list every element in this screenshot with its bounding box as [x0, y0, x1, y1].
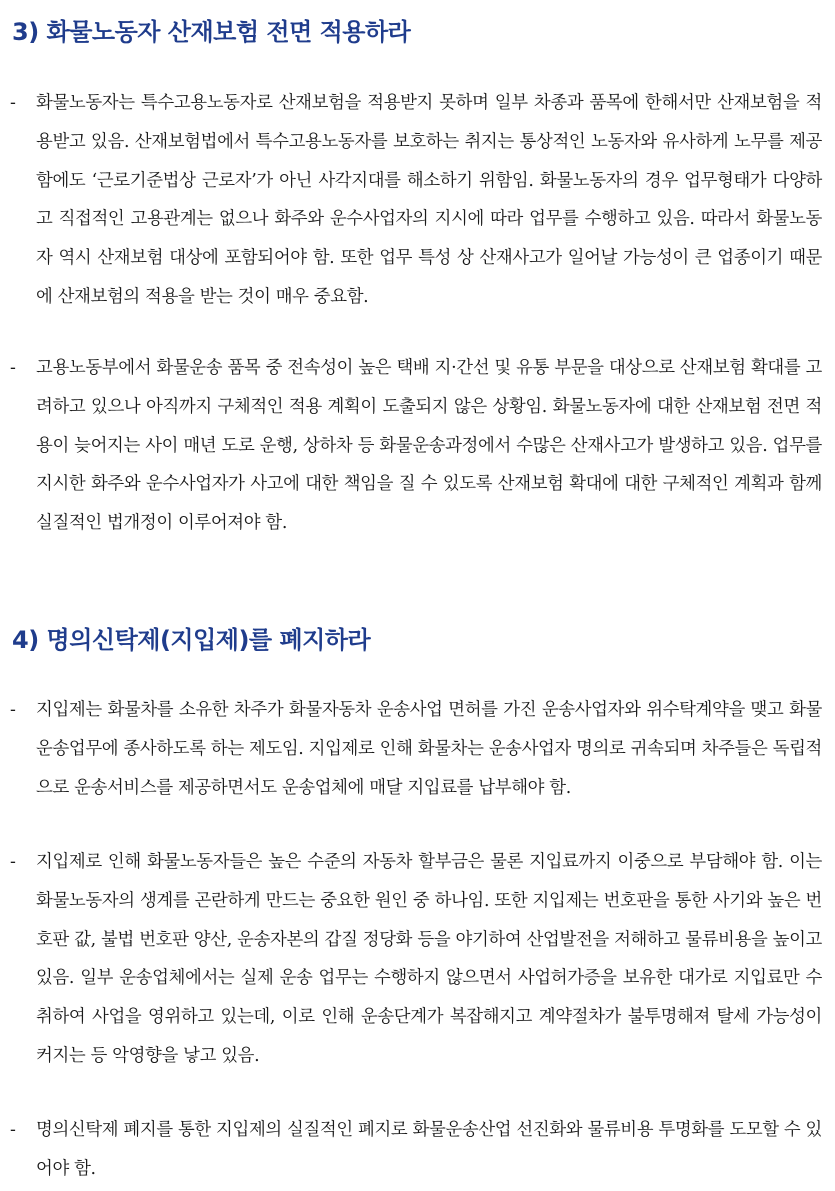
bullet-text: 명의신탁제 폐지를 통한 지입제의 실질적인 폐지로 화물운송산업 선진화와 물류비용 투명화를 도모할 수 있어야 함. — [36, 1120, 822, 1179]
section-3-bullet-1 — [10, 84, 822, 317]
bullet-text: 고용노동부에서 화물운송 품목 중 전속성이 높은 택배 지·간선 및 유통 부문을 대상으로 산재보험 확대를 고려하고 있으나 아직까지 구체적인 적용 계획이 도출되지 않은 상황임. 화물노동자에 대한 산재보험 전면 적용이 늦어지는 사이 매년 도로 운행, 상하차 등 화물운송과정에서 수많은 산재사고가 발생하고 있음. 업무를 지시한 화주와 운수사업자가 사고에 대한 책임을 질 수 있도록 산재보험 확대에 대한 구체적인 계획과 함께 실질적인 법개정이 이루어져야 함. — [36, 358, 822, 534]
bullet-text: 지입제로 인해 화물노동자들은 높은 수준의 자동차 할부금은 물론 지입료까지 이중으로 부담해야 함. 이는 화물노동자의 생계를 곤란하게 만드는 중요한 원인 중 하나임. 또한 지입제는 번호판을 통한 사기와 높은 번호판 값, 불법 번호판 양산, 운송자본의 갑질 정당화 등을 야기하여 산업발전을 저해하고 물류비용을 높이고 있음. 일부 운송업체에서는 실제 운송 업무는 수행하지 않으면서 사업허가증을 보유한 대가로 지입료만 수취하여 사업을 영위하고 있는데, 이로 인해 운송단계가 복잡해지고 계약절차가 불투명해져 탈세 가능성이 커지는 등 악영향을 낳고 있음. — [36, 852, 822, 1066]
bullet-marker: - — [10, 93, 16, 113]
bullet-marker: - — [10, 1120, 16, 1140]
section-4-bullet-1 — [10, 691, 822, 807]
section-3-heading: 3) 화물노동자 산재보험 전면 적용하라 — [12, 18, 411, 46]
bullet-marker: - — [10, 358, 16, 378]
section-4-bullet-3 — [10, 1111, 822, 1189]
bullet-marker: - — [10, 700, 16, 720]
bullet-marker: - — [10, 852, 16, 872]
bullet-text: 지입제는 화물차를 소유한 차주가 화물자동차 운송사업 면허를 가진 운송사업자와 위수탁계약을 맺고 화물운송업무에 종사하도록 하는 제도임. 지입제로 인해 화물차는 운송사업자 명의로 귀속되며 차주들은 독립적으로 운송서비스를 제공하면서도 운송업체에 매달 지입료를 납부해야 함. — [36, 700, 822, 798]
section-4-bullet-2 — [10, 843, 822, 1076]
bullet-text: 화물노동자는 특수고용노동자로 산재보험을 적용받지 못하며 일부 차종과 품목에 한해서만 산재보험을 적용받고 있음. 산재보험법에서 특수고용노동자를 보호하는 취지는 통상적인 노동자와 유사하게 노무를 제공함에도 ‘근로기준법상 근로자’가 아닌 사각지대를 해소하기 위함임. 화물노동자의 경우 업무형태가 다양하고 직접적인 고용관계는 없으나 화주와 운수사업자의 지시에 따라 업무를 수행하고 있음. 따라서 화물노동자 역시 산재보험 대상에 포함되어야 함. 또한 업무 특성 상 산재사고가 일어날 가능성이 큰 업종이기 때문에 산재보험의 적용을 받는 것이 매우 중요함. — [36, 93, 822, 307]
section-3-bullet-2 — [10, 349, 822, 543]
section-4-heading: 4) 명의신탁제(지입제)를 폐지하라 — [12, 626, 371, 654]
